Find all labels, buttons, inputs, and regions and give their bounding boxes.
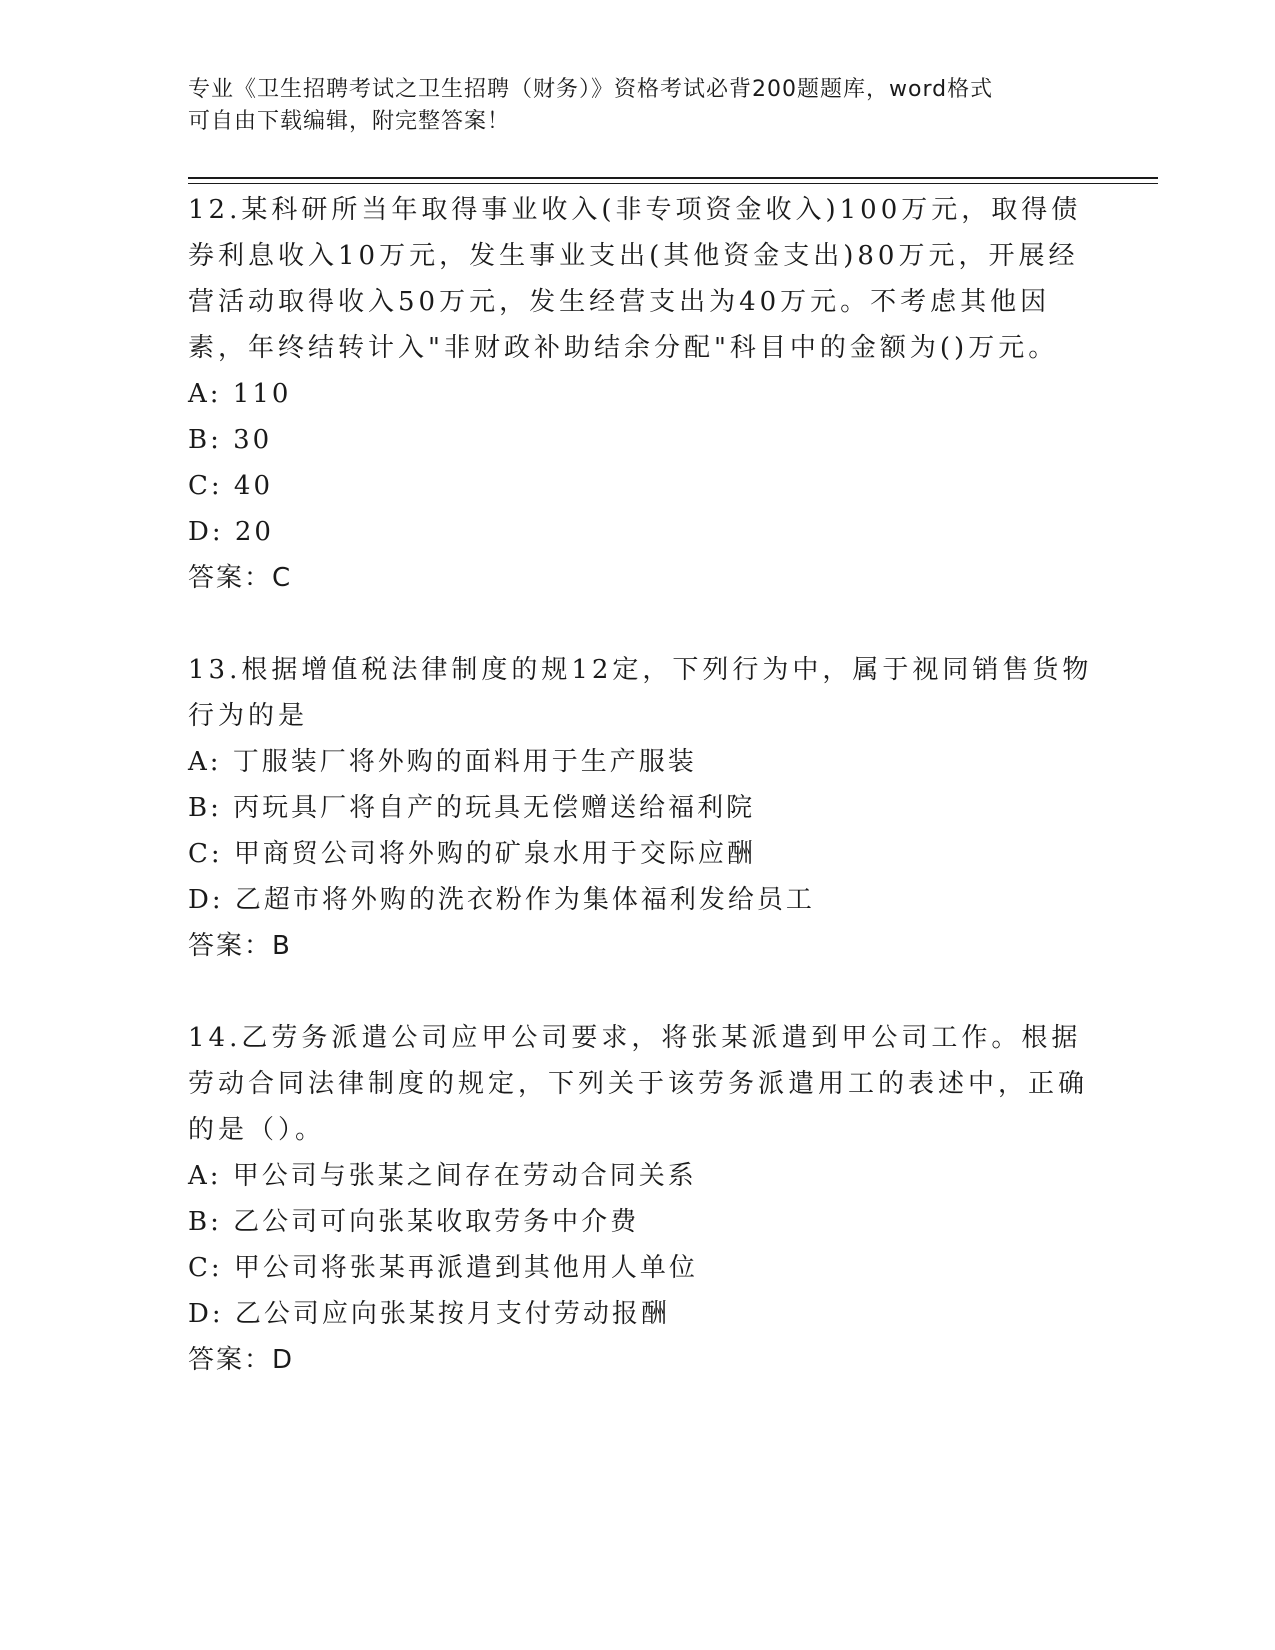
answer: 答案：D bbox=[188, 1345, 295, 1375]
question-list bbox=[188, 187, 1098, 1429]
option-a: A: 丁服装厂将外购的面料用于生产服装 bbox=[188, 747, 697, 777]
option-a: A: 110 bbox=[188, 379, 292, 409]
option-c: C: 甲公司将张某再派遣到其他用人单位 bbox=[188, 1253, 698, 1283]
option-d: D: 乙公司应向张某按月支付劳动报酬 bbox=[188, 1299, 670, 1329]
question-stem: 13.根据增值税法律制度的规12定，下列行为中，属于视同销售货物行为的是 bbox=[188, 655, 1093, 731]
option-b: B: 乙公司可向张某收取劳务中介费 bbox=[188, 1207, 640, 1237]
answer: 答案：C bbox=[188, 563, 293, 593]
answer: 答案：B bbox=[188, 931, 292, 961]
question-14 bbox=[188, 1015, 1098, 1383]
question-13 bbox=[188, 647, 1098, 969]
header-divider-thick bbox=[188, 177, 1158, 179]
option-d: D: 乙超市将外购的洗衣粉作为集体福利发给员工 bbox=[188, 885, 815, 915]
header-divider-thin bbox=[188, 183, 1158, 184]
header-line-1: 专业《卫生招聘考试之卫生招聘（财务）》资格考试必背200题题库，word格式 bbox=[188, 77, 994, 102]
option-c: C: 40 bbox=[188, 471, 274, 501]
document-header bbox=[188, 74, 1088, 138]
option-b: B: 30 bbox=[188, 425, 273, 455]
question-12 bbox=[188, 187, 1098, 601]
option-c: C: 甲商贸公司将外购的矿泉水用于交际应酬 bbox=[188, 839, 756, 869]
question-stem: 14.乙劳务派遣公司应甲公司要求，将张某派遣到甲公司工作。根据劳动合同法律制度的规定，下列关于该劳务派遣用工的表述中，正确的是（）。 bbox=[188, 1023, 1089, 1145]
question-stem: 12.某科研所当年取得事业收入(非专项资金收入)100万元，取得债券利息收入10万元，发生事业支出(其他资金支出)80万元，开展经营活动取得收入50万元，发生经营支出为40万元。不考虑其他因素，年终结转计入"非财政补助结余分配"科目中的金额为()万元。 bbox=[188, 195, 1082, 363]
option-b: B: 丙玩具厂将自产的玩具无偿赠送给福利院 bbox=[188, 793, 756, 823]
option-a: A: 甲公司与张某之间存在劳动合同关系 bbox=[188, 1161, 697, 1191]
option-d: D: 20 bbox=[188, 517, 274, 547]
header-line-2: 可自由下载编辑，附完整答案！ bbox=[188, 109, 511, 134]
